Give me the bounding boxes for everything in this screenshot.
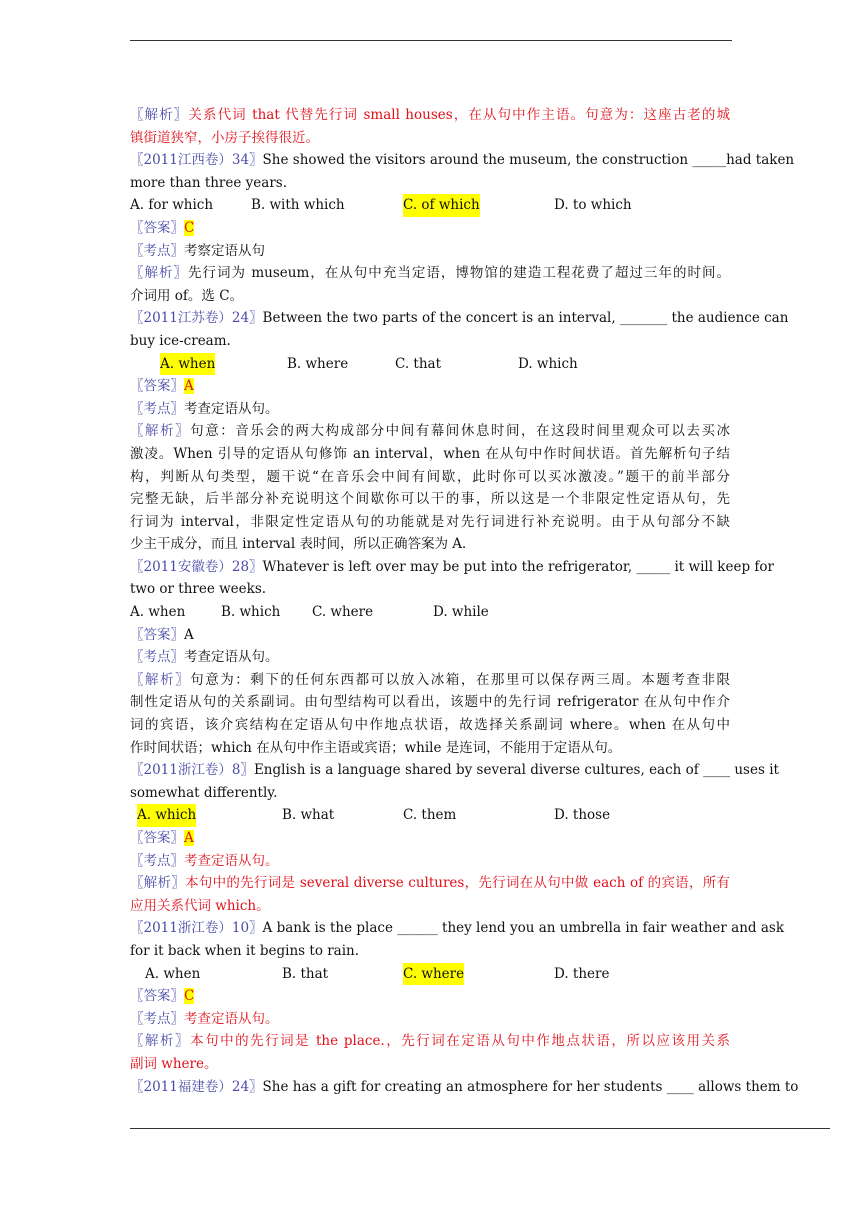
analysis-line: 应用关系代词 which。 <box>130 897 270 914</box>
option-a: A. which <box>137 804 196 827</box>
option-c: C. of which <box>403 194 480 217</box>
analysis-line: 作时间状语；which 在从句中作主语或宾语；while 是连词，不能用于定语从句。 <box>130 739 622 756</box>
analysis-line: 〖解析〗先行词为 museum，在从句中充当定语，博物馆的建造工程花费了超过三年的时间。 <box>130 265 730 282</box>
point-line: 〖考点〗考查定语从句。 <box>130 400 279 417</box>
option-a: A. for which <box>130 197 214 214</box>
option-b: B. which <box>221 604 281 621</box>
answer-line: 〖答案〗A <box>130 830 194 846</box>
options-row <box>130 804 730 827</box>
options-row <box>130 601 730 624</box>
analysis-line: 介词用 of。选 C。 <box>130 287 244 304</box>
analysis-line: 〖解析〗关系代词 that 代替先行词 small houses，在从句中作主语。句意为：这座古老的城 <box>130 107 730 123</box>
analysis-line: 激凌。When 引导的定语从句修饰 an interval，when 在从句中作时间状语。首先解析句子结 <box>130 445 730 462</box>
analysis-line: 词的宾语，该介宾结构在定语从句中作地点状语，故选择关系副词 where。when 在从句中 <box>130 717 730 734</box>
question-stem: two or three weeks. <box>130 581 267 598</box>
question-stem: 〖2011福建卷）24〗She has a gift for creating an atmosphere for her students ____ allows them to <box>130 1078 799 1095</box>
header-rule <box>130 40 732 41</box>
question-stem: 〖2011安徽卷）28〗Whatever is left over may be put into the refrigerator, _____ it will keep for <box>130 558 774 575</box>
analysis-line: 〖解析〗本句中的先行词是 the place.，先行词在定语从句中作地点状语，所以应该用关系 <box>130 1033 731 1050</box>
analysis-line: 〖解析〗句意为：剩下的任何东西都可以放入冰箱，在那里可以保存两三周。本题考查非限 <box>130 671 731 688</box>
analysis-line: 副词 where。 <box>130 1055 218 1072</box>
point-line: 〖考点〗考察定语从句 <box>130 242 265 259</box>
answer-line: 〖答案〗C <box>130 219 195 236</box>
option-a: A. when <box>130 604 186 621</box>
analysis-line: 行词为 interval，非限定性定语从句的功能就是对先行词进行补充说明。由于从句部分不缺 <box>130 513 730 530</box>
option-b: B. where <box>287 355 349 372</box>
question-stem: buy ice-cream. <box>130 332 231 349</box>
question-stem: more than three years. <box>130 174 287 191</box>
option-d: D. those <box>554 807 611 824</box>
answer-line: 〖答案〗C <box>130 988 195 1005</box>
analysis-line: 镇街道狭窄，小房子挨得很近。 <box>130 129 319 146</box>
options-row <box>130 353 730 376</box>
answer-line: 〖答案〗A <box>130 626 194 643</box>
analysis-line: 〖解析〗句意：音乐会的两大构成部分中间有幕间休息时间，在这段时间里观众可以去买冰 <box>130 423 731 440</box>
question-stem: 〖2011江苏卷）24〗Between the two parts of the concert is an interval, _______ the audience can <box>130 310 789 327</box>
analysis-line: 少主干成分，而且 interval 表时间，所以正确答案为 A． <box>130 536 476 553</box>
analysis-line: 构，判断从句类型，题干说“在音乐会中间有间歇，此时你可以买冰激凌。”题干的前半部分 <box>130 468 730 485</box>
analysis-line: 制性定语从句的关系副词。由句型结构可以看出，该题中的先行词 refrigerator 在从句中作介 <box>130 694 730 711</box>
option-d: D. to which <box>554 197 632 214</box>
footer-rule <box>130 1128 830 1129</box>
option-d: D. while <box>433 604 489 621</box>
question-stem: for it back when it begins to rain. <box>130 942 360 959</box>
analysis-line: 完整无缺，后半部分补充说明这个间歇你可以干的事，所以这是一个非限定性定语从句，先 <box>130 491 730 508</box>
option-a: A. when <box>160 353 215 376</box>
analysis-line: 〖解析〗本句中的先行词是 several diverse cultures，先行词在从句中做 each of 的宾语，所有 <box>130 875 731 892</box>
options-row <box>130 194 730 217</box>
option-c: C. that <box>395 355 442 372</box>
option-c: C. where <box>312 604 374 621</box>
option-d: D. there <box>554 965 610 982</box>
point-line: 〖考点〗考查定语从句。 <box>130 852 279 869</box>
option-c: C. them <box>403 807 457 824</box>
point-line: 〖考点〗考查定语从句。 <box>130 649 279 666</box>
question-stem: 〖2011浙江卷）10〗A bank is the place ______ they lend you an umbrella in fair weather and ask <box>130 920 785 937</box>
options-row <box>130 963 730 986</box>
option-a: A. when <box>145 965 201 982</box>
option-d: D. which <box>518 355 578 372</box>
question-stem: 〖2011浙江卷）8〗English is a language shared by several diverse cultures, each of ____ uses it <box>130 762 779 779</box>
question-stem: somewhat differently. <box>130 784 278 801</box>
option-b: B. that <box>282 965 329 982</box>
question-stem: 〖2011江西卷）34〗She showed the visitors around the museum, the construction _____had taken <box>130 152 795 169</box>
point-line: 〖考点〗考查定语从句。 <box>130 1010 279 1027</box>
document-page <box>130 104 799 1098</box>
option-b: B. what <box>282 807 335 824</box>
option-b: B. with which <box>251 197 345 214</box>
option-c: C. where <box>403 963 464 986</box>
answer-line: 〖答案〗A <box>130 378 194 395</box>
